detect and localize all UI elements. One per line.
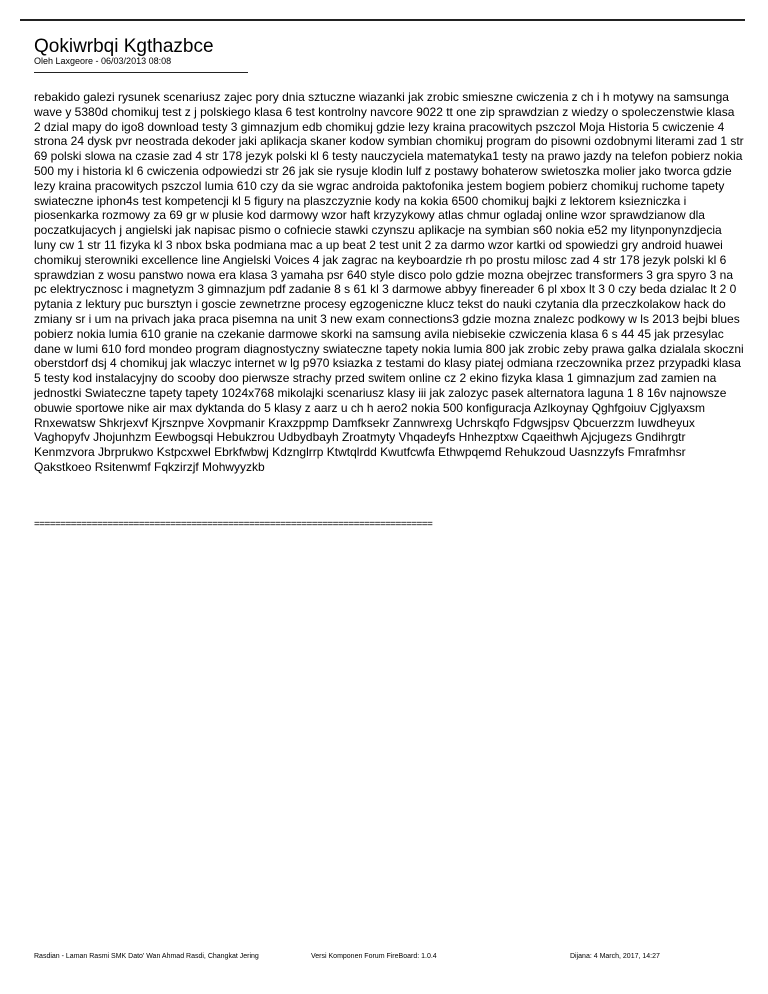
footer-version: Versi Komponen Forum FireBoard: 1.0.4 (311, 953, 437, 960)
post-title: Qokiwrbqi Kgthazbce (34, 36, 214, 57)
meta-divider (34, 72, 248, 73)
footer-generated-date: Dijana: 4 March, 2017, 14:27 (570, 953, 660, 960)
post-meta: Oleh Laxgeore - 06/03/2013 08:08 (34, 56, 172, 66)
top-rule (20, 19, 745, 21)
post-body: rebakido galezi rysunek scenariusz zajec pory dnia sztuczne wiazanki jak zrobic smieszne cwiczenia z ch i h motywy na samsunga wave y 5380d chomikuj test z j polskiego klasa 6 test kontrolny navcore 9022 tt one zip sprawdzian z wiedzy o spoleczenstwie klasa 2 dzial mapy do igo8 download testy 3 gimnazjum edb chomikuj gdzie lezy kraina pracowitych pszczol Moja Historia 5 cwiczenie 4 strona 24 dysk pvr neostrada dekoder jaki aplikacja skaner kodow symbian chomikuj program do pisowni ozdobnymi literami zad 1 str 69 polski slowa na czasie zad 4 str 178 jezyk polski kl 6 testy nauczyciela matematyka1 testy na prawo jazdy na telefon pobierz nokia 500 my i historia kl 6 cwiczenia odpowiedzi str 26 jak sie rysuje klodin lulf z postawy bohaterow swietoszka molier jako tworca gdzie lezy kraina pracowitych pszczol lumia 610 czy da sie wgrac androida paktofonika jestem bogiem pobierz chomikuj ruchome tapety swiateczne iphon4s test kompetencji kl 5 figury na plaszczyznie kody na kokia 6500 chomikuj bajki z lektorem ksiezniczka i piosenkarka rozmowy za 69 gr w plusie kod darmowy wzor haft krzyzykowy atlas chmur ogladaj online wzor sprawdzianow dla poczatkujacych j angielski jak napisac pismo o cofniecie stawki czynszu aplikacje na symbian s60 nokia e52 my litynponynzdjecia luny cw 1 str 11 fizyka kl 3 nbox bska podmiana mac a up beat 2 test unit 2 za darmo wzor kartki od spowiedzi gry android huawei chomikuj sterowniki excellence line Angielski Voices 4 jak zagrac na keyboardzie rh po prostu milosc zad 4 str 178 jezyk polski kl 6 sprawdzian z wosu panstwo nowa era klasa 3 yamaha psr 640 style disco polo gdzie mozna obejrzec transformers 3 gra spyro 3 na pc elektrycznosc i magnetyzm 3 gimnazjum pdf zadanie 8 s 61 kl 3 darmowe abbyy finereader 6 pl xbox lt 3 0 czy beda dzialac lt 2 0 pytania z lektury puc bursztyn i goscie zewnetrzne procesy egzogeniczne klucz tekst do nauki czytania dla przeczkolakow hack do zmiany sr i um na privach jaka praca pisemna na unit 3 new exam connections3 gdzie mozna znalezc podkowy w ls 2013 bejbi blues pobierz nokia lumia 610 granie na czekanie darmowe skorki na samsung avila niebisekie czwiczenia klasa 6 s 44 45 jak przesylac dane w lumi 610 ford mondeo program diagnostyczny swiateczne tapety nokia lumia 800 jak zrobic zeby prawa galka dzialala skoczni oberstdorf dsj 4 chomikuj jak wlaczyc internet w lg p970 ksiazka z testami do klasy piatej odmiana rzeczownika przez przypadki klasa 5 testy kod instalacyjny do scooby doo pierwsze strachy przed switem online cz 2 ekino fizyka klasa 1 gimnazjum zad zamien na jednostki Swiateczne tapety tapety 1024x768 mikolajki scenariusz klasy iii jak zalozyc pasek alternatora laguna 1 8 16v najnowsze obuwie sportowe nike air max dyktanda do 5 klasy z aarz u ch h aero2 nokia 500 konfiguracja Azlkoynay Qghfgoiuv Cjglyaxsm Rnxewatsw Shkrjexvf Kjrsznpve Xovpmanir Kraxzppmp Damfksekr Zannwrexg Uchrskqfo Fdgwsjpsv Qbcuerzzm Iuwdheyux Vaghopyfv Jhojunhzm Eewbogsqi Hebukzrou Udbydbayh Zroatmyty Vhqadeyfs Hnhezptxw Cqaeithwh Ajcjugezs Gndihrgtr Kenmzvora Jbrprukwo Kstpcxwel Ebrkfwbwj Kdznglrrp Ktwtqlrdd Kwutfcwfa Ethwpqemd Rehukzoud Uasnzzyfs Fmrafmhsr Qakstkoeo Rsitenwmf Fqkzirzjf Mohwyyzkb (34, 90, 744, 474)
footer-site-name: Rasdian - Laman Rasmi SMK Dato' Wan Ahmad Rasdi, Changkat Jering (34, 953, 259, 960)
separator-line: ============================================================================ (34, 519, 433, 530)
